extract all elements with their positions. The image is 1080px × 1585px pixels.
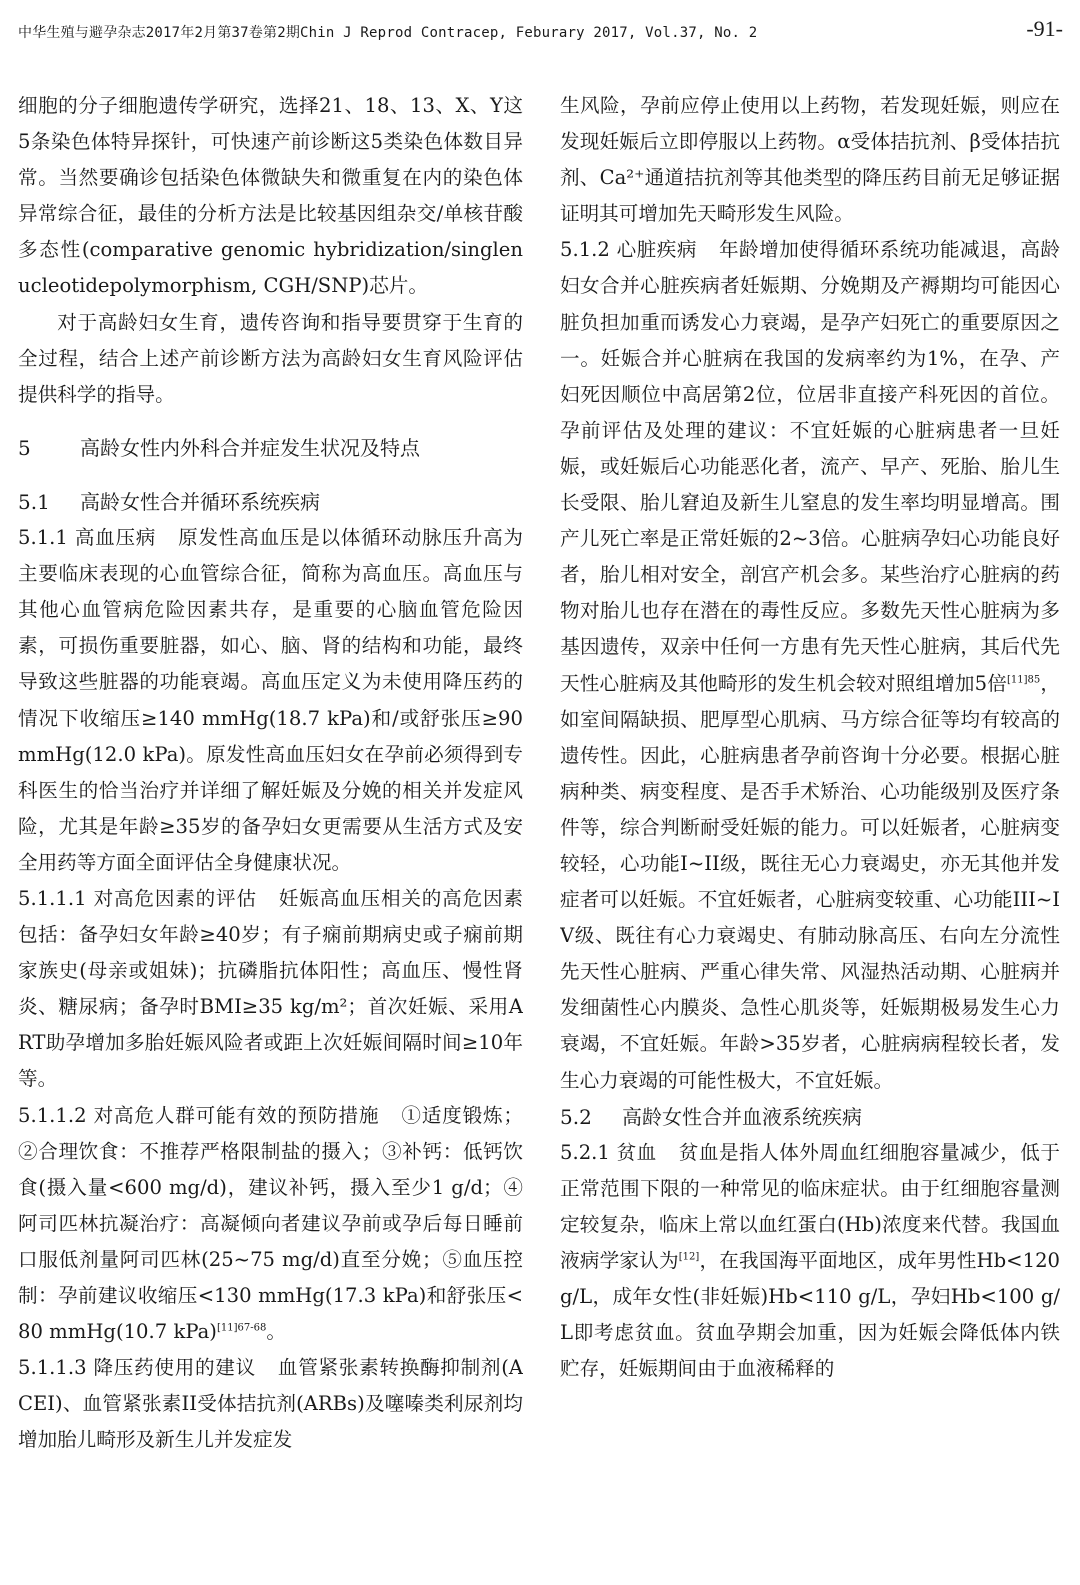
paragraph-text: 妊娠高血压相关的高危因素包括：备孕妇女年龄≥40岁；有子痫前期病史或子痫前期家族史(母亲或姐妹)；抗磷脂抗体阳性；高血压、慢性肾炎、糖尿病；备孕时BMI≥35 kg/m²；首次妊娠、采用ART助孕增加多胎妊娠风险者或距上次妊娠间隔时间≥10年等。 xyxy=(18,886,523,1091)
paragraph-drug-risk: 生风险，孕前应停止使用以上药物，若发现妊娠，则应在发现妊娠后立即停服以上药物。α受体拮抗剂、β受体拮抗剂、Ca²⁺通道拮抗剂等其他类型的降压药目前无足够证据证明其可增加先天畸形发生风险。 xyxy=(560,94,1060,226)
paragraph-text: 原发性高血压是以体循环动脉压升高为主要临床表现的心血管综合征，简称为高血压。高血压与其他心血管病危险因素共存，是重要的心脑血管危险因素，可损伤重要脏器，如心、脑、肾的结构和功能，最终导致这些脏器的功能衰竭。高血压定义为未使用降压药的情况下收缩压≥140 mmHg(18.7 kPa)和/或舒张压≥90 mmHg(12.0 kPa)。原发性高血压妇女在孕前必须得到专科医生的恰当治疗并详细了解妊娠及分娩的相关并发症风险，尤其是年龄≥35岁的备孕妇女更需要从生活方式及安全用药等方面全面评估全身健康状况。 xyxy=(18,526,523,874)
page-number: -91- xyxy=(1026,16,1063,41)
section-title: 高龄女性合并循环系统疾病 xyxy=(80,489,320,514)
page-header xyxy=(18,14,1063,54)
paragraph-heart-disease xyxy=(560,232,1060,1098)
paragraph-genetic-counseling: 对于高龄妇女生育，遗传咨询和指导要贯穿于生育的全过程，结合上述产前诊断方法为高龄妇女生育风险评估提供科学的指导。 xyxy=(18,310,523,406)
citation-ref: [11]85 xyxy=(1007,673,1041,685)
subsection-label: 5.1.1.1 对高危因素的评估 xyxy=(18,886,257,910)
left-column xyxy=(18,88,523,1583)
section-number: 5 xyxy=(18,435,31,460)
subsection-label: 5.2.1 贫血 xyxy=(560,1140,657,1164)
section-5-1-heading xyxy=(18,484,523,520)
paragraph-antihypertensive xyxy=(18,1350,523,1458)
section-title: 高龄女性内外科合并症发生状况及特点 xyxy=(80,435,420,460)
paragraph-hypertension xyxy=(18,520,523,881)
citation-ref: [11]67-68 xyxy=(216,1322,267,1334)
paragraph-risk-factors xyxy=(18,881,523,1098)
paragraph-text: 贫血是指人体外周血红细胞容量减少，低于正常范围下限的一种常见的临床症状。由于红细胞容量测定较复杂，临床上常以血红蛋白(Hb)浓度来代替。我国血液病学家认为 xyxy=(560,1140,1060,1272)
section-5-heading xyxy=(18,413,523,484)
right-column xyxy=(560,88,1060,1583)
section-number: 5.1 xyxy=(18,489,50,514)
paragraph-anemia xyxy=(560,1135,1060,1388)
paragraph-end: 。 xyxy=(266,1320,286,1344)
paragraph-cytogenetics: 细胞的分子细胞遗传学研究，选择21、18、13、X、Y这5条染色体特异探针，可快速产前诊断这5类染色体数目异常。当然要确诊包括染色体微缺失和微重复在内的染色体异常综合征，最佳的分析方法是比较基因组杂交/单核苷酸多态性(comparative genomic hybridization/singlenucleotidepolymorphism, CGH/SNP)芯片。 xyxy=(18,94,523,298)
subsection-label: 5.1.1.3 降压药使用的建议 xyxy=(18,1356,256,1380)
paragraph-text-cont: ，如室间隔缺损、肥厚型心肌病、马方综合征等均有较高的遗传性。因此，心脏病患者孕前咨询十分必要。根据心脏病种类、病变程度、是否手术矫治、心功能级别及医疗条件等，综合判断耐受妊娠的能力。可以妊娠者，心脏病变较轻，心功能I~II级，既往无心力衰竭史，亦无其他并发症者可以妊娠。不宜妊娠者，心脏病变较重、心功能III~IV级、既往有心力衰竭史、有肺动脉高压、右向左分流性先天性心脏病、严重心律失常、风湿热活动期、心脏病并发细菌性心内膜炎、急性心肌炎等，妊娠期极易发生心力衰竭，不宜妊娠。年龄>35岁者，心脏病病程较长者，发生心力衰竭的可能性极大，不宜妊娠。 xyxy=(560,671,1060,1092)
subsection-label: 5.1.2 心脏疾病 xyxy=(560,238,697,262)
citation-ref: [12] xyxy=(678,1251,700,1263)
section-number: 5.2 xyxy=(560,1104,592,1129)
paragraph-text: 年龄增加使得循环系统功能减退，高龄妇女合并心脏疾病者妊娠期、分娩期及产褥期均可能因心脏负担加重而诱发心力衰竭，是孕产妇死亡的重要原因之一。妊娠合并心脏病在我国的发病率约为1%，在孕、产妇死因顺位中高居第2位，位居非直接产科死因的首位。孕前评估及处理的建议：不宜妊娠的心脏病患者一旦妊娠，或妊娠后心功能恶化者，流产、早产、死胎、胎儿生长受限、胎儿窘迫及新生儿窒息的发生率均明显增高。围产儿死亡率是正常妊娠的2~3倍。心脏病孕妇心功能良好者，胎儿相对安全，剖宫产机会多。某些治疗心脏病的药物对胎儿也存在潜在的毒性反应。多数先天性心脏病为多基因遗传，双亲中任何一方患有先天性心脏病，其后代先天性心脏病及其他畸形的发生机会较对照组增加5倍 xyxy=(560,238,1060,695)
section-title: 高龄女性合并血液系统疾病 xyxy=(622,1104,862,1129)
subsection-label: 5.1.1.2 对高危人群可能有效的预防措施 xyxy=(18,1103,380,1127)
paragraph-text: ①适度锻炼；②合理饮食：不推荐严格限制盐的摄入；③补钙：低钙饮食(摄入量<600 mg/d)，建议补钙，摄入至少1 g/d；④阿司匹林抗凝治疗：高凝倾向者建议孕前或孕后每日睡前口服低剂量阿司匹林(25~75 mg/d)直至分娩；⑤血压控制：孕前建议收缩压<130 mmHg(17.3 kPa)和舒张压<80 mmHg(10.7 kPa) xyxy=(18,1103,523,1344)
paragraph-text: 血管紧张素转换酶抑制剂(ACEI)、血管紧张素II受体拮抗剂(ARBs)及噻嗪类利尿剂均增加胎儿畸形及新生儿并发症发 xyxy=(18,1356,523,1452)
paragraph-prevention xyxy=(18,1098,523,1351)
subsection-label: 5.1.1 高血压病 xyxy=(18,526,157,550)
journal-citation: 中华生殖与避孕杂志2017年2月第37卷第2期Chin J Reprod Contracep, Feburary 2017, Vol.37, No. 2 xyxy=(18,25,758,41)
paragraph-text-cont: ，在我国海平面地区，成年男性Hb<120 g/L，成年女性(非妊娠)Hb<110 g/L，孕妇Hb<100 g/L即考虑贫血。贫血孕期会加重，因为妊娠会降低体内铁贮存，妊娠期间由于血液稀释的 xyxy=(560,1249,1060,1381)
section-5-2-heading xyxy=(560,1099,1060,1135)
